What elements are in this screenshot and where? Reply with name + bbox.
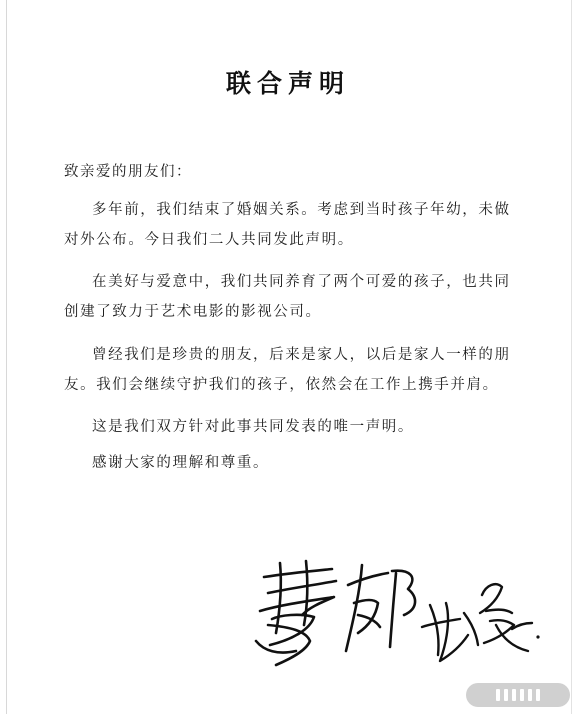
signature-1 (256, 561, 336, 665)
watermark-bar-icon (496, 689, 500, 701)
watermark-bar-icon (536, 689, 540, 701)
watermark-bar-icon (504, 689, 508, 701)
scan-edge-left (6, 0, 7, 714)
scan-edge-right (571, 0, 572, 714)
paragraph-1: 多年前，我们结束了婚姻关系。考虑到当时孩子年幼，未做对外公布。今日我们二人共同发此声明。 (64, 202, 511, 248)
paragraph-3: 曾经我们是珍贵的朋友，后来是家人，以后是家人一样的朋友。我们会继续守护我们的孩子，依然会在工作上携手并肩。 (64, 347, 511, 393)
handwritten-signature (250, 555, 550, 675)
paragraph-4: 这是我们双方针对此事共同发表的唯一声明。 (92, 419, 414, 435)
watermark-bar-icon (512, 689, 516, 701)
document-title: 联合声明 (225, 69, 350, 98)
paragraph-2: 在美好与爱意中，我们共同养育了两个可爱的孩子，也共同创建了致力于艺术电影的影视公司。 (64, 274, 511, 320)
signature-3 (422, 584, 532, 661)
watermark-badge (466, 683, 570, 707)
signature-2 (346, 565, 415, 651)
salutation: 致亲爱的朋友们： (64, 164, 192, 180)
paragraph-5: 感谢大家的理解和尊重。 (92, 455, 270, 471)
watermark-bar-icon (520, 689, 524, 701)
watermark-bar-icon (528, 689, 532, 701)
